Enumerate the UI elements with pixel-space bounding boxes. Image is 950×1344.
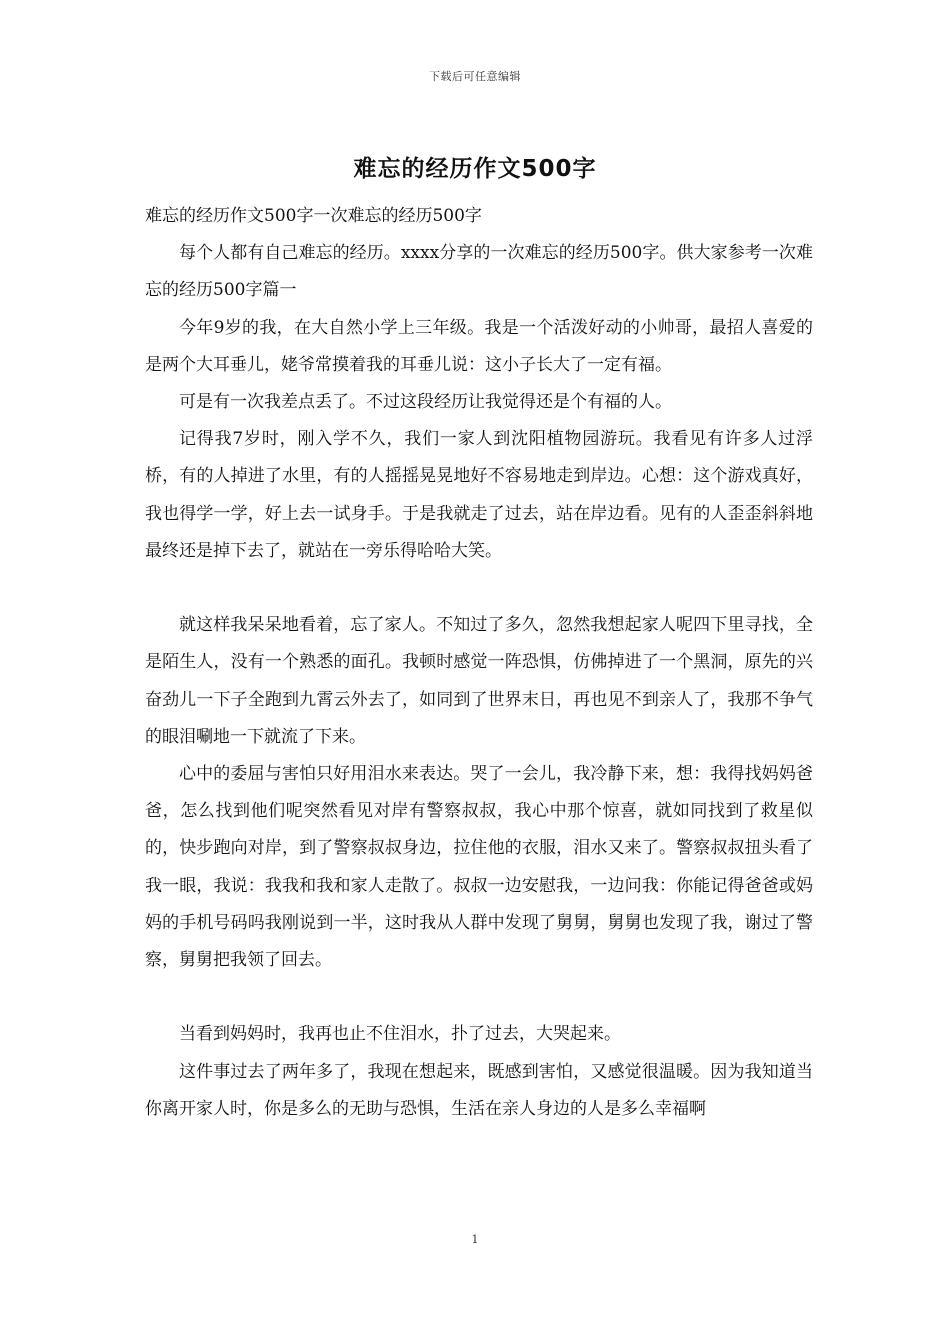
paragraph: 可是有一次我差点丢了。不过这段经历让我觉得还是个有福的人。: [179, 392, 672, 413]
subtitle-line: 难忘的经历作文500字一次难忘的经历500字: [145, 206, 482, 226]
document-title: 难忘的经历作文500字: [353, 156, 597, 182]
paragraph: 当看到妈妈时，我再也止不住泪水，扑了过去，大哭起来。: [179, 1024, 621, 1045]
paragraph: 记得我7岁时，刚入学不久，我们一家人到沈阳植物园游玩。我看见有许多人过浮桥，有的人掉进了水里，有的人摇摇晃晃地好不容易地走到岸边。心想：这个游戏真好，我也得学一学，好上去一试身手。于是我就走了过去，站在岸边看。见有的人歪歪斜斜地最终还是掉下去了，就站在一旁乐得哈哈大笑。: [145, 429, 813, 561]
page-number: 1: [471, 1233, 479, 1246]
paragraph-spacer: [145, 570, 813, 607]
paragraph-spacer: [145, 979, 813, 1016]
page-header: 下载后可任意编辑: [429, 70, 521, 83]
paragraph: 心中的委屈与害怕只好用泪水来表达。哭了一会儿，我冷静下来，想：我得找妈妈爸爸，怎么找到他们呢突然看见对岸有警察叔叔，我心中那个惊喜，就如同找到了救星似的，快步跑向对岸，到了警察叔叔身边，拉住他的衣服，泪水又来了。警察叔叔扭头看了我一眼，我说：我我和我和家人走散了。叔叔一边安慰我，一边问我：你能记得爸爸或妈妈的手机号码吗我刚说到一半，这时我从人群中发现了舅舅，舅舅也发现了我，谢过了警察，舅舅把我领了回去。: [145, 764, 813, 971]
document-body: [145, 198, 813, 1128]
paragraph: 就这样我呆呆地看着，忘了家人。不知过了多久，忽然我想起家人呢四下里寻找，全是陌生人，没有一个熟悉的面孔。我顿时感觉一阵恐惧，仿佛掉进了一个黑洞，原先的兴奋劲儿一下子全跑到九霄云外去了，如同到了世界末日，再也见不到亲人了，我那不争气的眼泪唰地一下就流了下来。: [145, 615, 813, 747]
paragraph: 每个人都有自己难忘的经历。xxxx分享的一次难忘的经历500字。供大家参考一次难忘的经历500字篇一: [145, 243, 813, 301]
paragraph: 今年9岁的我，在大自然小学上三年级。我是一个活泼好动的小帅哥，最招人喜爱的是两个大耳垂儿，姥爷常摸着我的耳垂儿说：这小子长大了一定有福。: [145, 317, 813, 375]
paragraph: 这件事过去了两年多了，我现在想起来，既感到害怕，又感觉很温暖。因为我知道当你离开家人时，你是多么的无助与恐惧，生活在亲人身边的人是多么幸福啊: [145, 1061, 813, 1119]
